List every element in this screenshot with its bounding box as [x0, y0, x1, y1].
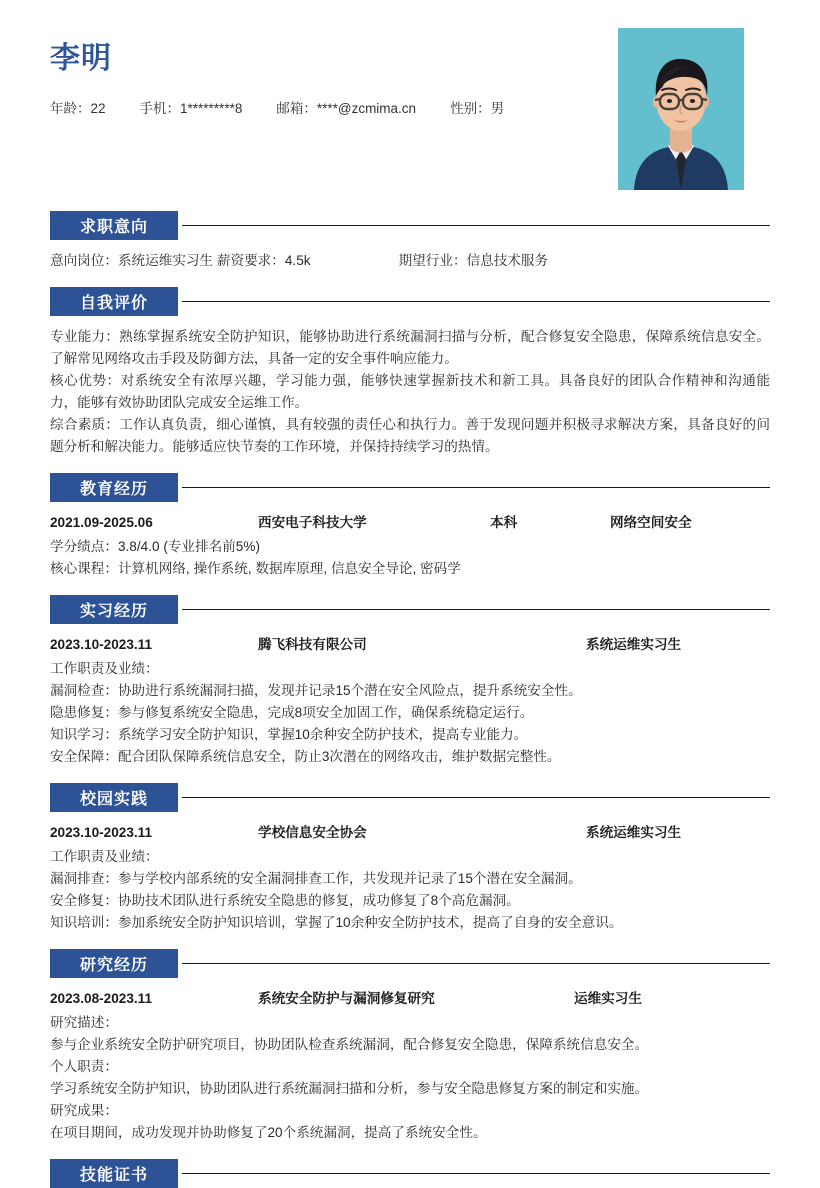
campus-org: 学校信息安全协会 — [258, 825, 367, 840]
section-header-self-evaluation — [50, 286, 770, 316]
section-title-education: 教育经历 — [50, 473, 178, 502]
section-title-internship: 实习经历 — [50, 595, 178, 624]
section-title-job-intent: 求职意向 — [50, 211, 178, 240]
campus-subtitle: 工作职责及业绩： — [50, 849, 159, 864]
section-rule — [182, 487, 770, 488]
research-date: 2023.08-2023.11 — [50, 991, 153, 1006]
self-eval-paragraph: 综合素质：工作认真负责，细心谨慎，具有较强的责任心和执行力。善于发现问题并积极寻求解决方案，具备良好的问题分析和解决能力。能够适应快节奏的工作环境，并保持持续学习的热情。 — [50, 417, 770, 454]
internship-bullet: 知识学习：系统学习安全防护知识，掌握10余种安全防护技术，提高专业能力。 — [50, 727, 528, 742]
research-entry-header — [50, 988, 770, 1010]
research-block-text: 参与企业系统安全防护研究项目，协助团队检查系统漏洞，配合修复安全隐患，保障系统信息安全。 — [50, 1037, 649, 1052]
section-header-education — [50, 472, 770, 502]
section-job-intent — [0, 210, 820, 272]
contact-email-value: ****@zcmima.cn — [316, 100, 417, 116]
education-gpa: 学分绩点：3.8/4.0 (专业排名前5%) — [50, 539, 260, 554]
avatar — [618, 28, 744, 190]
section-campus-practice — [0, 782, 820, 934]
self-eval-paragraph: 核心优势：对系统安全有浓厚兴趣，学习能力强，能够快速掌握新技术和新工具。具备良好的团队合作精神和沟通能力，能够有效协助团队完成安全运维工作。 — [50, 373, 770, 410]
contact-age — [50, 97, 106, 117]
education-entry-header — [50, 512, 770, 534]
internship-bullet: 安全保障：配合团队保障系统信息安全，防止3次潜在的网络攻击，维护数据完整性。 — [50, 749, 561, 764]
section-rule — [182, 797, 770, 798]
campus-entry-header — [50, 822, 770, 844]
contact-phone — [140, 97, 243, 117]
section-header-job-intent — [50, 210, 770, 240]
section-research — [0, 948, 820, 1144]
contact-email-label: 邮箱： — [276, 100, 317, 116]
contact-gender-value: 男 — [490, 100, 505, 116]
research-block-text: 在项目期间，成功发现并协助修复了20个系统漏洞，提高了系统安全性。 — [50, 1125, 487, 1140]
internship-bullet: 漏洞检查：协助进行系统漏洞扫描，发现并记录15个潜在安全风险点，提升系统安全性。 — [50, 683, 582, 698]
section-header-internship — [50, 594, 770, 624]
research-block-label: 研究成果： — [50, 1103, 118, 1118]
education-school: 西安电子科技大学 — [258, 515, 367, 530]
section-title-skills-certificates: 技能证书 — [50, 1159, 178, 1188]
internship-subtitle: 工作职责及业绩： — [50, 661, 159, 676]
contact-gender — [450, 97, 504, 117]
internship-date: 2023.10-2023.11 — [50, 637, 153, 652]
internship-company: 腾飞科技有限公司 — [258, 637, 367, 652]
section-title-self-evaluation: 自我评价 — [50, 287, 178, 316]
contact-email — [276, 97, 416, 117]
research-project: 系统安全防护与漏洞修复研究 — [258, 991, 435, 1006]
campus-bullet: 知识培训：参加系统安全防护知识培训，掌握了10余种安全防护技术，提高了自身的安全意识。 — [50, 915, 623, 930]
internship-bullet: 隐患修复：参与修复系统安全隐患，完成8项安全加固工作，确保系统稳定运行。 — [50, 705, 534, 720]
education-degree: 本科 — [490, 515, 518, 530]
section-header-skills-certificates — [50, 1158, 770, 1188]
section-rule — [182, 963, 770, 964]
job-intent-position-salary: 意向岗位：系统运维实习生 薪资要求：4.5k — [50, 253, 311, 268]
education-major: 网络空间安全 — [610, 515, 692, 530]
job-intent-row — [50, 250, 770, 272]
section-title-research: 研究经历 — [50, 949, 178, 978]
contact-age-label: 年龄： — [50, 100, 91, 116]
internship-entry-header — [50, 634, 770, 656]
research-block-label: 研究描述： — [50, 1015, 118, 1030]
section-rule — [182, 609, 770, 610]
contact-age-value: 22 — [90, 100, 106, 116]
section-rule — [182, 301, 770, 302]
contact-phone-label: 手机： — [139, 100, 181, 116]
education-date: 2021.09-2025.06 — [50, 515, 153, 530]
section-education — [0, 472, 820, 580]
section-header-research — [50, 948, 770, 978]
section-rule — [182, 1173, 770, 1174]
section-header-campus-practice — [50, 782, 770, 812]
section-rule — [182, 225, 770, 226]
page-title: 李明 — [50, 42, 112, 75]
campus-bullet: 安全修复：协助技术团队进行系统安全隐患的修复，成功修复了8个高危漏洞。 — [50, 893, 520, 908]
research-block-label: 个人职责： — [50, 1059, 118, 1074]
section-internship — [0, 594, 820, 768]
campus-role: 系统运维实习生 — [586, 825, 682, 840]
campus-bullet: 漏洞排查：参与学校内部系统的安全漏洞排查工作，共发现并记录了15个潜在安全漏洞。 — [50, 871, 582, 886]
education-courses: 核心课程：计算机网络, 操作系统, 数据库原理, 信息安全导论, 密码学 — [50, 561, 461, 576]
contact-phone-value: 1*********8 — [180, 100, 243, 116]
self-eval-paragraph: 专业能力：熟练掌握系统安全防护知识，能够协助进行系统漏洞扫描与分析，配合修复安全隐患，保障系统信息安全。了解常见网络攻击手段及防御方法，具备一定的安全事件响应能力。 — [50, 329, 770, 366]
research-block-text: 学习系统安全防护知识，协助团队进行系统漏洞扫描和分析，参与安全隐患修复方案的制定和实施。 — [50, 1081, 649, 1096]
research-role: 运维实习生 — [574, 991, 642, 1006]
contact-gender-label: 性别： — [450, 100, 491, 116]
internship-role: 系统运维实习生 — [586, 637, 682, 652]
section-skills-certificates — [0, 1158, 820, 1188]
campus-date: 2023.10-2023.11 — [50, 825, 153, 840]
section-title-campus-practice: 校园实践 — [50, 783, 178, 812]
resume-header — [0, 0, 820, 196]
job-intent-industry: 期望行业：信息技术服务 — [398, 253, 549, 268]
section-self-evaluation — [0, 286, 820, 458]
